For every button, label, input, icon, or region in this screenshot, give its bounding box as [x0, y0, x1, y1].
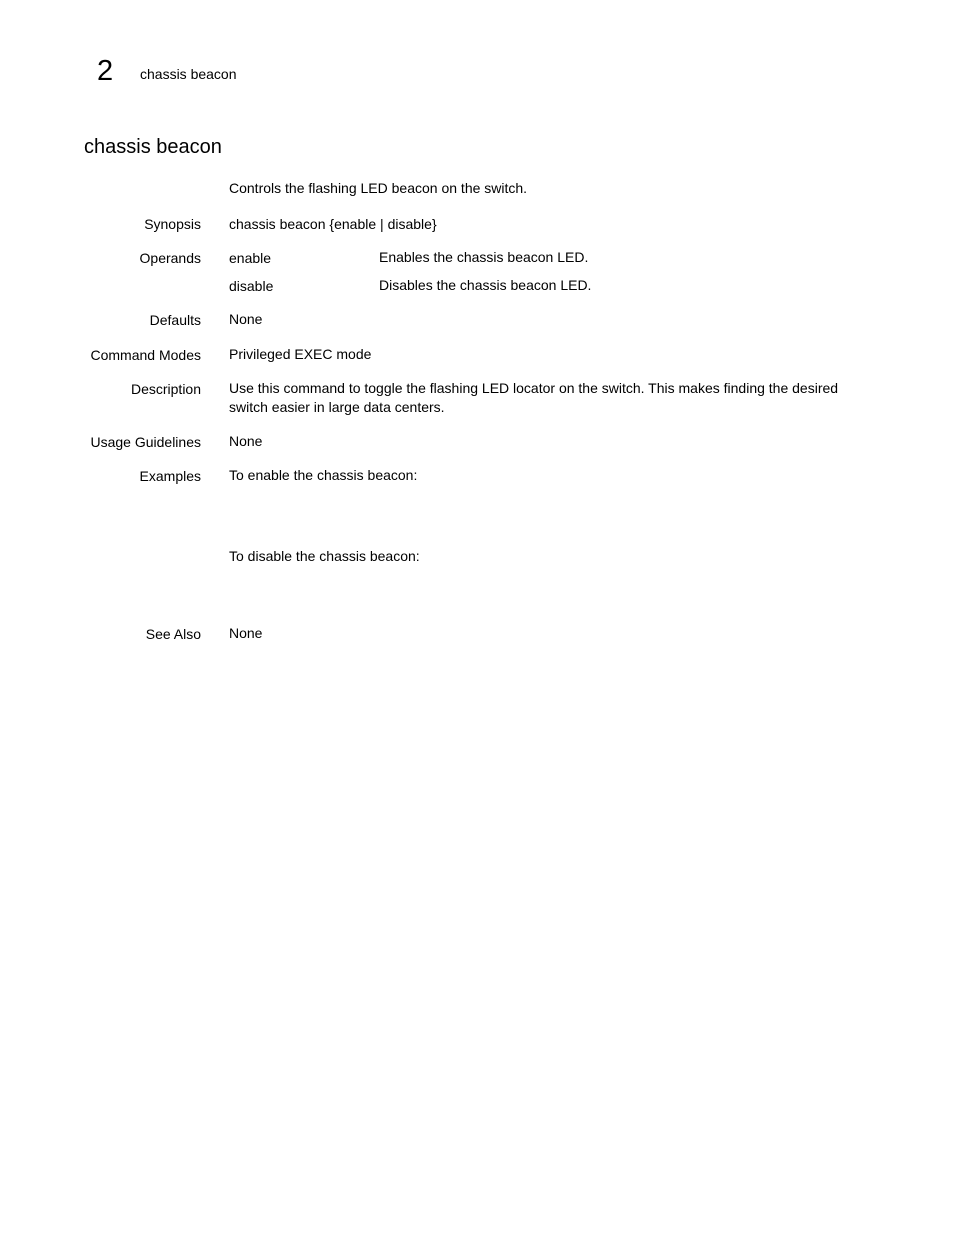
defaults-value: None [229, 311, 263, 327]
running-header-title: chassis beacon [140, 66, 237, 82]
defaults-label: Defaults [149, 312, 201, 328]
chapter-number: 2 [97, 55, 114, 87]
operands-label: Operands [139, 250, 201, 266]
synopsis-open-brace: { [329, 216, 335, 232]
synopsis-command: chassis beacon [229, 216, 326, 232]
synopsis-close-brace: } [431, 216, 437, 232]
page-title: chassis beacon [84, 136, 222, 158]
usage-guidelines-label: Usage Guidelines [90, 434, 201, 450]
command-modes-label: Command Modes [90, 347, 201, 363]
description-label: Description [130, 381, 201, 397]
operand-description: Disables the chassis beacon LED. [379, 277, 592, 293]
example-enable-text: To enable the chassis beacon: [229, 467, 418, 483]
operand-name: enable [229, 250, 272, 266]
see-also-value: None [229, 625, 263, 641]
synopsis-option-enable: enable [334, 216, 377, 232]
synopsis-option-disable: disable [387, 216, 432, 232]
operand-description: Enables the chassis beacon LED. [379, 249, 589, 265]
example-disable-text: To disable the chassis beacon: [229, 548, 420, 564]
command-modes-value: Privileged EXEC mode [229, 346, 372, 362]
usage-guidelines-value: None [229, 433, 263, 449]
see-also-label: See Also [145, 626, 201, 642]
synopsis-separator: | [376, 216, 388, 232]
synopsis-syntax [229, 215, 437, 234]
description-text: Use this command to toggle the flashing LED locator on the switch. This makes finding the desired switch easier in large data centers. [229, 380, 839, 415]
examples-label: Examples [139, 468, 201, 484]
synopsis-label: Synopsis [144, 216, 201, 232]
command-summary: Controls the flashing LED beacon on the switch. [229, 180, 528, 196]
operand-name: disable [229, 278, 274, 294]
